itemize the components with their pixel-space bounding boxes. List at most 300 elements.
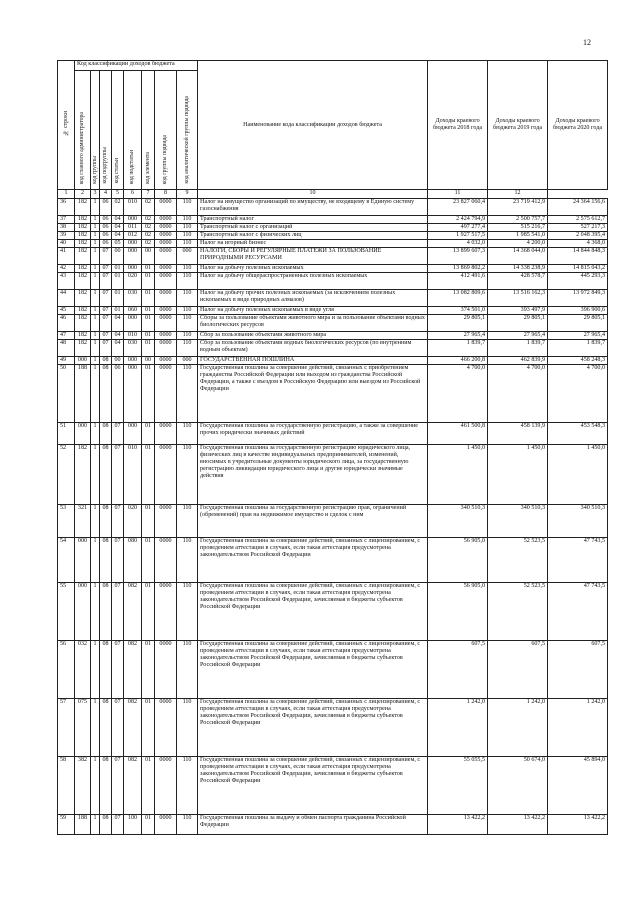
analytic-group-code-cell: 000 [177,357,198,365]
element-code-cell: 02 [142,232,155,240]
article-code-cell: 00 [112,248,124,265]
row-number-header: № строки [62,111,69,136]
row-number-cell: 51 [58,423,75,445]
element-code-cell: 01 [142,365,155,423]
income-2018-cell: 4 700,0 [428,365,488,423]
income-2019-cell: 2 500 757,7 [488,216,548,224]
income-2020-cell: 445 293,3 [548,273,608,290]
subarticle-code-cell: 011 [124,224,142,232]
row-number-header-top [58,61,75,190]
income-2019-header: Доходы краевого бюджета 2019 года [488,61,548,190]
subarticle-code-cell: 082 [124,583,142,641]
income-2020-cell: 27 965,4 [548,332,608,340]
subgroup-code-cell: 06 [100,232,112,240]
article-code-cell: 07 [112,445,124,505]
row-number-cell: 56 [58,641,75,699]
income-2020-cell: 14 815 043,2 [548,265,608,273]
group-code-cell: 1 [91,699,100,757]
table-row [58,365,608,423]
income-2018-cell: 56 905,0 [428,583,488,641]
income-name-cell: Государственная пошлина за государственную регистрацию юридического лица, физических лиц в качестве индивидуальных предпринимателей, изменений, вносимых в учредительные документы юридического лица, за государственную регистрацию ликвидации юридического лица и другие юридически значимые действия [198,445,428,505]
subgroup-code-cell: 08 [100,757,112,815]
income-name-cell: ГОСУДАРСТВЕННАЯ ПОШЛИНА [198,357,428,365]
income-2018-header: Доходы краевого бюджета 2018 года [428,61,488,190]
income-2020-cell: 13 972 849,3 [548,290,608,307]
admin-code-cell: 075 [75,699,91,757]
income-2019-cell: 1 985 541,0 [488,232,548,240]
column-index-cell: 11 [428,190,488,199]
admin-code-cell: 182 [75,307,91,315]
income-name-cell: Государственная пошлина за совершение действий, связанных с лицензированием, с проведением аттестации в случаях, если такая аттестация предусмотрена законодательством Российской Федерации, зачисляемая в бюджеты субъектов Российской Федерации [198,641,428,699]
article-code-cell: 07 [112,699,124,757]
subgroup-code-cell: 06 [100,224,112,232]
income-2019-cell: 340 510,3 [488,505,548,538]
income-2020-header: Доходы краевого бюджета 2020 года [548,61,608,190]
income-2020-cell: 13 422,2 [548,815,608,835]
row-number-cell: 44 [58,290,75,307]
article-code-cell: 04 [112,340,124,357]
table-row [58,505,608,538]
admin-code-cell: 032 [75,641,91,699]
income-2019-cell: 13 516 162,3 [488,290,548,307]
group-code-cell: 1 [91,365,100,423]
subgroup-code-cell: 08 [100,423,112,445]
income-name-cell: Сбор за пользование объектами животного мира [198,332,428,340]
column-index-row [58,190,608,199]
income-2019-cell: 1 450,0 [488,445,548,505]
income-name-cell: Налог на добычу полезных ископаемых [198,265,428,273]
subtype-group-code-cell: 0000 [155,445,177,505]
income-2018-cell: 497 277,4 [428,224,488,232]
article-code-cell: 01 [112,290,124,307]
group-code-cell: 1 [91,273,100,290]
income-2020-cell: 4 700,0 [548,365,608,423]
article-code-cell: 07 [112,757,124,815]
element-code-cell: 02 [142,216,155,224]
subgroup-code-cell: 07 [100,290,112,307]
row-number-cell: 43 [58,273,75,290]
table-row [58,357,608,365]
subtype-group-code-cell: 0000 [155,216,177,224]
table-row [58,641,608,699]
income-name-cell: Налог на добычу общераспространенных полезных ископаемых [198,273,428,290]
table-row [58,232,608,240]
income-2018-cell: 340 510,3 [428,505,488,538]
element-code-cell: 01 [142,290,155,307]
subarticle-code-cell: 082 [124,641,142,699]
income-2019-cell: 29 805,1 [488,315,548,332]
subarticle-code-cell: 010 [124,332,142,340]
admin-code-cell: 182 [75,216,91,224]
income-2019-cell: 4 200,0 [488,240,548,248]
table-row [58,315,608,332]
income-2019-cell: 515 216,7 [488,224,548,232]
element-code-cell: 01 [142,699,155,757]
table-row [58,240,608,248]
subarticle-code-header: код подстатьи [124,71,142,190]
page-number: 12 [583,38,591,47]
subtype-group-code-cell: 0000 [155,423,177,445]
group-code-cell: 1 [91,307,100,315]
income-name-cell: Государственная пошлина за совершение действий, связанных с приобретением гражданства Российской Федерации или выходом из гражданства Российской Федерации, а также с въездом в Российскую Федерацию или выездом из Российской Федерации [198,365,428,423]
group-code-cell: 1 [91,445,100,505]
income-2020-cell: 453 548,3 [548,423,608,445]
row-number-cell: 36 [58,199,75,216]
income-name-cell: Сборы за пользование объектами животного мира и за пользование объектами водных биологических ресурсов [198,315,428,332]
income-2019-cell: 458 139,9 [488,423,548,445]
subtype-group-code-cell: 0000 [155,240,177,248]
admin-code-cell: 000 [75,583,91,641]
income-2020-cell: 340 510,3 [548,505,608,538]
column-index-cell: 12 [488,190,548,199]
column-index-cell: 10 [198,190,428,199]
admin-code-cell: 182 [75,265,91,273]
group-code-cell: 1 [91,583,100,641]
group-code-cell: 1 [91,340,100,357]
name-header: Наименование кода классификации доходов бюджета [198,61,428,190]
income-name-cell: Государственная пошлина за совершение действий, связанных с лицензированием, с проведением аттестации в случаях, если такая аттестация предусмотрена законодательством Российской Федерации, зачисляемая в бюджеты субъектов Российской Федерации [198,583,428,641]
group-code-cell: 1 [91,248,100,265]
subgroup-code-cell: 06 [100,240,112,248]
column-index-cell: 4 [100,190,112,199]
article-code-cell: 04 [112,216,124,224]
column-index-cell: 9 [177,190,198,199]
income-2018-cell: 374 501,0 [428,307,488,315]
table-row [58,216,608,224]
group-code-cell: 1 [91,641,100,699]
subgroup-code-cell: 08 [100,445,112,505]
income-name-cell: Государственная пошлина за совершение действий, связанных с лицензированием, с проведением аттестации в случаях, если такая аттестация предусмотрена законодательством Российской Федерации, зачисляемая в бюджеты субъектов Российской Федерации [198,699,428,757]
income-2020-cell: 4 368,0 [548,240,608,248]
table-row [58,307,608,315]
article-code-cell: 07 [112,815,124,835]
income-2019-cell: 13 422,2 [488,815,548,835]
table-row [58,445,608,505]
row-number-cell: 53 [58,505,75,538]
income-2019-cell: 1 242,0 [488,699,548,757]
admin-code-cell: 321 [75,505,91,538]
subgroup-code-cell: 07 [100,248,112,265]
article-code-cell: 04 [112,315,124,332]
row-number-cell: 55 [58,583,75,641]
row-number-cell: 38 [58,224,75,232]
income-2018-cell: 4 032,0 [428,240,488,248]
income-2019-cell: 607,5 [488,641,548,699]
subarticle-code-cell: 000 [124,357,142,365]
element-code-cell: 01 [142,265,155,273]
subarticle-code-cell: 000 [124,365,142,423]
group-code-cell: 1 [91,315,100,332]
subtype-group-code-cell: 0000 [155,583,177,641]
row-number-cell: 50 [58,365,75,423]
income-2020-cell: 1 242,0 [548,699,608,757]
subarticle-code-cell: 010 [124,445,142,505]
subarticle-code-cell: 000 [124,240,142,248]
column-index-cell: 2 [75,190,91,199]
element-code-cell: 02 [142,240,155,248]
classification-code-header: Код классификации доходов бюджета [75,61,198,71]
income-2020-cell: 24 364 156,6 [548,199,608,216]
admin-code-cell: 000 [75,538,91,583]
subarticle-code-cell: 000 [124,315,142,332]
table-row [58,273,608,290]
row-number-cell: 49 [58,357,75,365]
row-number-cell: 47 [58,332,75,340]
income-2020-cell: 396 900,6 [548,307,608,315]
row-number-cell: 39 [58,232,75,240]
group-code-cell: 1 [91,216,100,224]
budget-income-table [57,60,608,835]
table-row [58,199,608,216]
element-code-cell: 01 [142,505,155,538]
income-2018-cell: 466 200,8 [428,357,488,365]
element-code-cell: 01 [142,307,155,315]
article-code-cell: 01 [112,307,124,315]
income-2019-cell: 1 839,7 [488,340,548,357]
element-code-cell: 02 [142,199,155,216]
element-code-cell: 01 [142,641,155,699]
analytic-group-code-cell: 110 [177,757,198,815]
income-2019-cell: 14 368 044,0 [488,248,548,265]
admin-code-cell: 182 [75,273,91,290]
subarticle-code-cell: 082 [124,699,142,757]
income-2019-cell: 52 523,5 [488,538,548,583]
income-2020-cell: 47 743,5 [548,538,608,583]
subarticle-code-cell: 020 [124,273,142,290]
admin-code-cell: 000 [75,357,91,365]
subtype-group-code-cell: 0000 [155,265,177,273]
income-2019-cell: 462 839,9 [488,357,548,365]
analytic-group-code-cell: 110 [177,199,198,216]
income-2018-cell: 29 805,1 [428,315,488,332]
admin-code-cell: 182 [75,248,91,265]
income-2020-cell: 29 805,1 [548,315,608,332]
subtype-group-code-cell: 0000 [155,340,177,357]
analytic-group-code-cell: 110 [177,445,198,505]
analytic-group-code-cell: 110 [177,423,198,445]
analytic-group-code-cell: 110 [177,332,198,340]
article-code-cell: 05 [112,240,124,248]
article-code-cell: 07 [112,583,124,641]
row-number-cell: 57 [58,699,75,757]
income-2020-cell: 47 743,5 [548,583,608,641]
table-row [58,815,608,835]
article-code-cell: 02 [112,199,124,216]
admin-code-cell: 000 [75,423,91,445]
row-number-cell: 46 [58,315,75,332]
row-number-cell: 37 [58,216,75,224]
column-index-cell: 7 [142,190,155,199]
group-code-cell: 1 [91,538,100,583]
article-code-cell: 04 [112,332,124,340]
admin-code-cell: 182 [75,445,91,505]
analytic-group-code-header: код аналитической группы подвида [177,71,198,190]
row-number-cell: 58 [58,757,75,815]
subgroup-code-cell: 06 [100,216,112,224]
subarticle-code-cell: 082 [124,757,142,815]
admin-code-cell: 382 [75,757,91,815]
table-row [58,224,608,232]
subarticle-code-cell: 100 [124,815,142,835]
element-code-cell: 01 [142,273,155,290]
income-name-cell: Государственная пошлина за выдачу и обмен паспорта гражданина Российской Федерации [198,815,428,835]
admin-code-cell: 182 [75,340,91,357]
income-2020-cell: 1 839,7 [548,340,608,357]
subgroup-code-header: код подгруппы [100,71,112,190]
analytic-group-code-cell: 110 [177,815,198,835]
income-2018-cell: 13 869 802,2 [428,265,488,273]
subtype-group-code-cell: 0000 [155,757,177,815]
subgroup-code-cell: 07 [100,307,112,315]
row-number-cell: 52 [58,445,75,505]
income-name-cell: Налог на имущество организаций по имуществу, не входящему в Единую систему газоснабжения [198,199,428,216]
admin-code-cell: 182 [75,232,91,240]
column-index-cell: 5 [112,190,124,199]
subtype-group-code-cell: 0000 [155,224,177,232]
subgroup-code-cell: 07 [100,315,112,332]
subtype-group-code-cell: 0000 [155,199,177,216]
admin-code-cell: 182 [75,224,91,232]
income-name-cell: Государственная пошлина за государственную регистрацию прав, ограничений (обременений) прав на недвижимое имущество и сделок с ним [198,505,428,538]
analytic-group-code-cell: 110 [177,315,198,332]
income-2020-cell: 2 575 612,7 [548,216,608,224]
column-index-cell: 3 [91,190,100,199]
income-name-cell: Налог на добычу полезных ископаемых в виде угля [198,307,428,315]
group-code-cell: 1 [91,290,100,307]
element-code-header: код элемента [142,71,155,190]
income-name-cell: Транспортный налог с организаций [198,224,428,232]
admin-code-cell: 182 [75,240,91,248]
income-2019-cell: 428 578,7 [488,273,548,290]
subgroup-code-cell: 06 [100,199,112,216]
subarticle-code-cell: 020 [124,505,142,538]
row-number-cell: 42 [58,265,75,273]
analytic-group-code-cell: 110 [177,699,198,757]
income-2019-cell: 14 338 238,9 [488,265,548,273]
table-row [58,699,608,757]
income-name-cell: Государственная пошлина за совершение действий, связанных с лицензированием, с проведением аттестации в случаях, если такая аттестация предусмотрена законодательством Российской Федерации, зачисляемая в бюджеты субъектов Российской Федерации [198,757,428,815]
element-code-cell: 01 [142,340,155,357]
subarticle-code-cell: 030 [124,340,142,357]
income-name-cell: Налог на игорный бизнес [198,240,428,248]
element-code-cell: 01 [142,757,155,815]
table-row [58,340,608,357]
analytic-group-code-cell: 110 [177,240,198,248]
element-code-cell: 01 [142,445,155,505]
income-2018-cell: 13 422,2 [428,815,488,835]
analytic-group-code-cell: 110 [177,307,198,315]
income-2019-cell: 393 497,9 [488,307,548,315]
subarticle-code-cell: 012 [124,232,142,240]
subtype-group-code-cell: 0000 [155,307,177,315]
subtype-group-code-cell: 0000 [155,232,177,240]
income-2018-cell: 27 965,4 [428,332,488,340]
admin-code-cell: 182 [75,332,91,340]
income-2019-cell: 50 674,0 [488,757,548,815]
table-row [58,583,608,641]
subgroup-code-cell: 07 [100,273,112,290]
table-row [58,538,608,583]
row-number-cell: 45 [58,307,75,315]
element-code-cell: 01 [142,815,155,835]
subtype-group-code-cell: 0000 [155,315,177,332]
analytic-group-code-cell: 000 [177,248,198,265]
table-body [58,199,608,835]
element-code-cell: 01 [142,423,155,445]
income-name-cell: Транспортный налог с физических лиц [198,232,428,240]
income-2018-cell: 1 927 517,5 [428,232,488,240]
income-2018-cell: 13 082 809,6 [428,290,488,307]
income-2020-cell: 1 450,0 [548,445,608,505]
element-code-cell: 00 [142,248,155,265]
element-code-cell: 00 [142,357,155,365]
element-code-cell: 01 [142,538,155,583]
analytic-group-code-cell: 110 [177,232,198,240]
income-2019-cell: 4 700,0 [488,365,548,423]
subtype-group-code-cell: 0000 [155,815,177,835]
subgroup-code-cell: 07 [100,265,112,273]
subarticle-code-cell: 060 [124,307,142,315]
subgroup-code-cell: 08 [100,815,112,835]
group-code-cell: 1 [91,357,100,365]
admin-code-cell: 188 [75,365,91,423]
subtype-group-code-cell: 0000 [155,641,177,699]
income-2020-cell: 458 248,3 [548,357,608,365]
subtype-group-code-cell: 0000 [155,332,177,340]
column-index-cell: 8 [155,190,177,199]
income-2020-cell: 527 217,3 [548,224,608,232]
subarticle-code-cell: 000 [124,265,142,273]
group-code-cell: 1 [91,332,100,340]
analytic-group-code-cell: 110 [177,505,198,538]
income-2019-cell: 52 523,5 [488,583,548,641]
group-code-cell: 1 [91,423,100,445]
income-2018-cell: 1 839,7 [428,340,488,357]
income-2020-cell: 607,5 [548,641,608,699]
article-code-cell: 01 [112,265,124,273]
article-code-cell: 01 [112,273,124,290]
group-code-cell: 1 [91,224,100,232]
analytic-group-code-cell: 110 [177,224,198,232]
table-row [58,423,608,445]
element-code-cell: 01 [142,583,155,641]
subtype-group-code-cell: 0000 [155,505,177,538]
element-code-cell: 01 [142,332,155,340]
subgroup-code-cell: 08 [100,357,112,365]
article-code-cell: 07 [112,505,124,538]
article-code-cell: 07 [112,423,124,445]
row-number-cell: 41 [58,248,75,265]
article-code-cell: 07 [112,538,124,583]
group-code-cell: 1 [91,240,100,248]
article-code-cell: 07 [112,641,124,699]
subarticle-code-cell: 000 [124,248,142,265]
subgroup-code-cell: 08 [100,538,112,583]
group-code-header: код группы [91,71,100,190]
subarticle-code-cell: 000 [124,423,142,445]
analytic-group-code-cell: 110 [177,265,198,273]
subtype-group-code-cell: 0000 [155,699,177,757]
group-code-cell: 1 [91,815,100,835]
article-code-cell: 00 [112,357,124,365]
subtype-group-code-cell: 0000 [155,357,177,365]
income-name-cell: Транспортный налог [198,216,428,224]
subtype-group-code-cell: 0000 [155,248,177,265]
table-row [58,248,608,265]
income-2018-cell: 412 491,6 [428,273,488,290]
analytic-group-code-cell: 110 [177,216,198,224]
admin-code-cell: 182 [75,199,91,216]
